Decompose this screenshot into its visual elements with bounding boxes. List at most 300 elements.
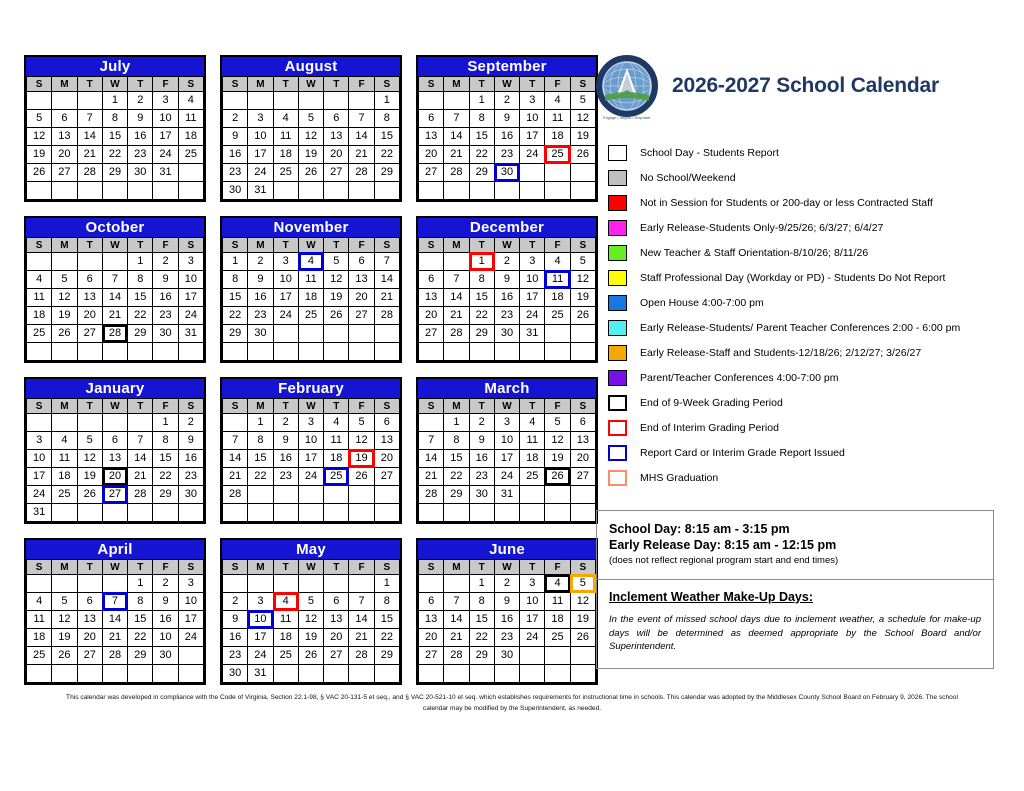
day-cell[interactable]: 1 [248, 414, 273, 432]
day-cell[interactable]: 19 [570, 611, 595, 629]
day-cell[interactable]: 11 [273, 128, 298, 146]
day-cell[interactable]: 2 [223, 593, 248, 611]
day-cell[interactable]: 21 [349, 146, 374, 164]
day-cell[interactable]: 27 [324, 647, 349, 665]
day-cell[interactable]: 12 [77, 450, 102, 468]
day-cell[interactable]: 1 [128, 575, 153, 593]
day-cell[interactable]: 31 [178, 325, 203, 343]
day-cell[interactable]: 5 [349, 414, 374, 432]
day-cell[interactable]: 8 [153, 432, 178, 450]
day-cell[interactable]: 27 [570, 468, 595, 486]
day-cell[interactable]: 23 [153, 307, 178, 325]
day-cell[interactable]: 9 [128, 110, 153, 128]
day-cell[interactable]: 27 [349, 307, 374, 325]
day-cell[interactable]: 10 [178, 271, 203, 289]
day-cell[interactable]: 22 [248, 468, 273, 486]
day-cell[interactable]: 15 [102, 128, 127, 146]
day-cell[interactable]: 29 [469, 647, 494, 665]
day-cell[interactable]: 24 [273, 307, 298, 325]
day-cell[interactable]: 12 [570, 110, 595, 128]
day-cell[interactable]: 16 [178, 450, 203, 468]
day-cell[interactable]: 18 [545, 611, 570, 629]
day-cell[interactable]: 25 [27, 325, 52, 343]
day-cell[interactable]: 10 [153, 110, 178, 128]
day-cell[interactable]: 25 [520, 468, 545, 486]
day-cell[interactable]: 10 [520, 271, 545, 289]
day-cell[interactable]: 7 [374, 253, 399, 271]
day-cell[interactable]: 8 [128, 593, 153, 611]
day-cell[interactable]: 31 [494, 486, 519, 504]
day-cell[interactable]: 22 [223, 307, 248, 325]
day-cell[interactable]: 28 [223, 486, 248, 504]
day-cell[interactable]: 7 [444, 110, 469, 128]
day-cell[interactable]: 10 [248, 611, 273, 629]
day-cell[interactable]: 24 [494, 468, 519, 486]
day-cell[interactable]: 9 [178, 432, 203, 450]
day-cell[interactable]: 16 [248, 289, 273, 307]
day-cell[interactable]: 7 [77, 110, 102, 128]
day-cell[interactable]: 29 [374, 164, 399, 182]
day-cell[interactable]: 24 [178, 629, 203, 647]
day-cell[interactable]: 27 [374, 468, 399, 486]
day-cell[interactable]: 1 [469, 253, 494, 271]
day-cell[interactable]: 21 [444, 307, 469, 325]
day-cell[interactable]: 2 [273, 414, 298, 432]
day-cell[interactable]: 17 [27, 468, 52, 486]
day-cell[interactable]: 19 [298, 146, 323, 164]
day-cell[interactable]: 5 [77, 432, 102, 450]
day-cell[interactable]: 14 [444, 128, 469, 146]
day-cell[interactable]: 15 [469, 289, 494, 307]
day-cell[interactable]: 20 [77, 307, 102, 325]
day-cell[interactable]: 9 [273, 432, 298, 450]
day-cell[interactable]: 24 [248, 647, 273, 665]
day-cell[interactable]: 23 [223, 647, 248, 665]
day-cell[interactable]: 24 [248, 164, 273, 182]
day-cell[interactable]: 8 [444, 432, 469, 450]
day-cell[interactable]: 15 [469, 128, 494, 146]
day-cell[interactable]: 11 [545, 271, 570, 289]
day-cell[interactable]: 21 [349, 629, 374, 647]
day-cell[interactable]: 14 [349, 128, 374, 146]
day-cell[interactable]: 8 [248, 432, 273, 450]
day-cell[interactable]: 23 [273, 468, 298, 486]
day-cell[interactable]: 27 [419, 325, 444, 343]
day-cell[interactable]: 1 [223, 253, 248, 271]
day-cell[interactable]: 14 [444, 611, 469, 629]
day-cell[interactable]: 22 [469, 146, 494, 164]
day-cell[interactable]: 12 [570, 271, 595, 289]
day-cell[interactable]: 4 [545, 253, 570, 271]
day-cell[interactable]: 8 [374, 593, 399, 611]
day-cell[interactable]: 5 [545, 414, 570, 432]
day-cell[interactable]: 28 [444, 325, 469, 343]
day-cell[interactable]: 31 [248, 182, 273, 200]
day-cell[interactable]: 17 [494, 450, 519, 468]
day-cell[interactable]: 6 [102, 432, 127, 450]
day-cell[interactable]: 13 [349, 271, 374, 289]
day-cell[interactable]: 30 [494, 647, 519, 665]
day-cell[interactable]: 11 [27, 289, 52, 307]
day-cell[interactable]: 8 [128, 271, 153, 289]
day-cell[interactable]: 31 [27, 504, 52, 522]
day-cell[interactable]: 28 [128, 486, 153, 504]
day-cell[interactable]: 4 [520, 414, 545, 432]
day-cell[interactable]: 26 [545, 468, 570, 486]
day-cell[interactable]: 2 [494, 575, 519, 593]
day-cell[interactable]: 25 [273, 164, 298, 182]
day-cell[interactable]: 9 [494, 593, 519, 611]
day-cell[interactable]: 29 [102, 164, 127, 182]
day-cell[interactable]: 18 [324, 450, 349, 468]
day-cell[interactable]: 3 [153, 92, 178, 110]
day-cell[interactable]: 1 [374, 92, 399, 110]
day-cell[interactable]: 28 [444, 164, 469, 182]
day-cell[interactable]: 13 [77, 289, 102, 307]
day-cell[interactable]: 4 [52, 432, 77, 450]
day-cell[interactable]: 30 [153, 647, 178, 665]
day-cell[interactable]: 6 [52, 110, 77, 128]
day-cell[interactable]: 18 [27, 307, 52, 325]
day-cell[interactable]: 3 [178, 575, 203, 593]
day-cell[interactable]: 2 [153, 575, 178, 593]
day-cell[interactable]: 12 [52, 289, 77, 307]
day-cell[interactable]: 3 [248, 593, 273, 611]
day-cell[interactable]: 14 [77, 128, 102, 146]
day-cell[interactable]: 10 [494, 432, 519, 450]
day-cell[interactable]: 16 [273, 450, 298, 468]
day-cell[interactable]: 24 [178, 307, 203, 325]
day-cell[interactable]: 29 [223, 325, 248, 343]
day-cell[interactable]: 21 [223, 468, 248, 486]
day-cell[interactable]: 1 [374, 575, 399, 593]
day-cell[interactable]: 5 [52, 593, 77, 611]
day-cell[interactable]: 12 [298, 128, 323, 146]
day-cell[interactable]: 13 [324, 128, 349, 146]
day-cell[interactable]: 27 [419, 164, 444, 182]
day-cell[interactable]: 20 [419, 307, 444, 325]
day-cell[interactable]: 6 [324, 110, 349, 128]
day-cell[interactable]: 24 [153, 146, 178, 164]
day-cell[interactable]: 21 [444, 629, 469, 647]
day-cell[interactable]: 24 [520, 629, 545, 647]
day-cell[interactable]: 24 [27, 486, 52, 504]
day-cell[interactable]: 11 [520, 432, 545, 450]
day-cell[interactable]: 7 [102, 593, 127, 611]
day-cell[interactable]: 5 [570, 253, 595, 271]
day-cell[interactable]: 22 [374, 146, 399, 164]
day-cell[interactable]: 26 [298, 164, 323, 182]
day-cell[interactable]: 1 [444, 414, 469, 432]
day-cell[interactable]: 9 [223, 611, 248, 629]
day-cell[interactable]: 28 [444, 647, 469, 665]
day-cell[interactable]: 4 [27, 271, 52, 289]
day-cell[interactable]: 15 [444, 450, 469, 468]
day-cell[interactable]: 15 [153, 450, 178, 468]
day-cell[interactable]: 23 [248, 307, 273, 325]
day-cell[interactable]: 22 [374, 629, 399, 647]
day-cell[interactable]: 13 [52, 128, 77, 146]
day-cell[interactable]: 15 [128, 289, 153, 307]
day-cell[interactable]: 21 [128, 468, 153, 486]
day-cell[interactable]: 21 [77, 146, 102, 164]
day-cell[interactable]: 20 [419, 146, 444, 164]
day-cell[interactable]: 28 [349, 647, 374, 665]
day-cell[interactable]: 12 [324, 271, 349, 289]
day-cell[interactable]: 23 [494, 146, 519, 164]
day-cell[interactable]: 11 [545, 110, 570, 128]
day-cell[interactable]: 4 [178, 92, 203, 110]
day-cell[interactable]: 13 [77, 611, 102, 629]
day-cell[interactable]: 19 [298, 629, 323, 647]
day-cell[interactable]: 5 [52, 271, 77, 289]
day-cell[interactable]: 13 [324, 611, 349, 629]
day-cell[interactable]: 21 [102, 629, 127, 647]
day-cell[interactable]: 26 [570, 629, 595, 647]
day-cell[interactable]: 13 [102, 450, 127, 468]
day-cell[interactable]: 25 [52, 486, 77, 504]
day-cell[interactable]: 2 [223, 110, 248, 128]
day-cell[interactable]: 29 [469, 164, 494, 182]
day-cell[interactable]: 21 [374, 289, 399, 307]
day-cell[interactable]: 7 [128, 432, 153, 450]
day-cell[interactable]: 18 [545, 128, 570, 146]
day-cell[interactable]: 28 [102, 325, 127, 343]
day-cell[interactable]: 17 [178, 611, 203, 629]
day-cell[interactable]: 30 [153, 325, 178, 343]
day-cell[interactable]: 3 [27, 432, 52, 450]
day-cell[interactable]: 8 [223, 271, 248, 289]
day-cell[interactable]: 9 [223, 128, 248, 146]
day-cell[interactable]: 18 [52, 468, 77, 486]
day-cell[interactable]: 7 [419, 432, 444, 450]
day-cell[interactable]: 10 [178, 593, 203, 611]
day-cell[interactable]: 9 [469, 432, 494, 450]
day-cell[interactable]: 22 [469, 307, 494, 325]
day-cell[interactable]: 2 [494, 92, 519, 110]
day-cell[interactable]: 11 [273, 611, 298, 629]
day-cell[interactable]: 20 [52, 146, 77, 164]
day-cell[interactable]: 4 [545, 575, 570, 593]
day-cell[interactable]: 14 [102, 289, 127, 307]
day-cell[interactable]: 12 [298, 611, 323, 629]
day-cell[interactable]: 16 [494, 611, 519, 629]
day-cell[interactable]: 21 [102, 307, 127, 325]
day-cell[interactable]: 6 [77, 271, 102, 289]
day-cell[interactable]: 10 [153, 629, 178, 647]
day-cell[interactable]: 2 [178, 414, 203, 432]
day-cell[interactable]: 16 [494, 289, 519, 307]
day-cell[interactable]: 30 [178, 486, 203, 504]
day-cell[interactable]: 14 [444, 289, 469, 307]
day-cell[interactable]: 13 [570, 432, 595, 450]
day-cell[interactable]: 2 [128, 92, 153, 110]
day-cell[interactable]: 14 [223, 450, 248, 468]
day-cell[interactable]: 7 [349, 110, 374, 128]
day-cell[interactable]: 23 [494, 629, 519, 647]
day-cell[interactable]: 6 [349, 253, 374, 271]
day-cell[interactable]: 14 [102, 611, 127, 629]
day-cell[interactable]: 22 [102, 146, 127, 164]
day-cell[interactable]: 6 [77, 593, 102, 611]
day-cell[interactable]: 14 [349, 611, 374, 629]
day-cell[interactable]: 17 [248, 629, 273, 647]
day-cell[interactable]: 22 [444, 468, 469, 486]
day-cell[interactable]: 13 [419, 289, 444, 307]
day-cell[interactable]: 17 [178, 289, 203, 307]
day-cell[interactable]: 26 [570, 307, 595, 325]
day-cell[interactable]: 3 [178, 253, 203, 271]
day-cell[interactable]: 20 [324, 146, 349, 164]
day-cell[interactable]: 19 [27, 146, 52, 164]
day-cell[interactable]: 17 [520, 128, 545, 146]
day-cell[interactable]: 4 [27, 593, 52, 611]
day-cell[interactable]: 30 [128, 164, 153, 182]
day-cell[interactable]: 9 [153, 593, 178, 611]
day-cell[interactable]: 17 [520, 611, 545, 629]
day-cell[interactable]: 15 [248, 450, 273, 468]
day-cell[interactable]: 26 [77, 486, 102, 504]
day-cell[interactable]: 25 [178, 146, 203, 164]
day-cell[interactable]: 19 [570, 289, 595, 307]
day-cell[interactable]: 20 [102, 468, 127, 486]
day-cell[interactable]: 20 [374, 450, 399, 468]
day-cell[interactable]: 1 [153, 414, 178, 432]
day-cell[interactable]: 26 [52, 325, 77, 343]
day-cell[interactable]: 27 [77, 325, 102, 343]
day-cell[interactable]: 2 [153, 253, 178, 271]
day-cell[interactable]: 9 [153, 271, 178, 289]
day-cell[interactable]: 6 [374, 414, 399, 432]
day-cell[interactable]: 4 [298, 253, 323, 271]
day-cell[interactable]: 14 [419, 450, 444, 468]
day-cell[interactable]: 1 [102, 92, 127, 110]
day-cell[interactable]: 1 [128, 253, 153, 271]
day-cell[interactable]: 28 [374, 307, 399, 325]
day-cell[interactable]: 25 [273, 647, 298, 665]
day-cell[interactable]: 16 [153, 611, 178, 629]
day-cell[interactable]: 25 [27, 647, 52, 665]
day-cell[interactable]: 15 [469, 611, 494, 629]
day-cell[interactable]: 17 [248, 146, 273, 164]
day-cell[interactable]: 3 [520, 92, 545, 110]
day-cell[interactable]: 31 [248, 665, 273, 683]
day-cell[interactable]: 1 [469, 92, 494, 110]
day-cell[interactable]: 8 [374, 110, 399, 128]
day-cell[interactable]: 3 [273, 253, 298, 271]
day-cell[interactable]: 23 [178, 468, 203, 486]
day-cell[interactable]: 10 [520, 593, 545, 611]
day-cell[interactable]: 4 [324, 414, 349, 432]
day-cell[interactable]: 8 [469, 593, 494, 611]
day-cell[interactable]: 1 [469, 575, 494, 593]
day-cell[interactable]: 6 [419, 271, 444, 289]
day-cell[interactable]: 25 [324, 468, 349, 486]
day-cell[interactable]: 18 [520, 450, 545, 468]
day-cell[interactable]: 9 [494, 110, 519, 128]
day-cell[interactable]: 5 [570, 92, 595, 110]
day-cell[interactable]: 8 [469, 110, 494, 128]
day-cell[interactable]: 30 [494, 325, 519, 343]
day-cell[interactable]: 7 [444, 593, 469, 611]
day-cell[interactable]: 15 [374, 128, 399, 146]
day-cell[interactable]: 10 [27, 450, 52, 468]
day-cell[interactable]: 19 [349, 450, 374, 468]
day-cell[interactable]: 26 [298, 647, 323, 665]
day-cell[interactable]: 11 [545, 593, 570, 611]
day-cell[interactable]: 8 [102, 110, 127, 128]
day-cell[interactable]: 6 [419, 593, 444, 611]
day-cell[interactable]: 31 [153, 164, 178, 182]
day-cell[interactable]: 22 [153, 468, 178, 486]
day-cell[interactable]: 20 [77, 629, 102, 647]
day-cell[interactable]: 25 [298, 307, 323, 325]
day-cell[interactable]: 2 [494, 253, 519, 271]
day-cell[interactable]: 28 [77, 164, 102, 182]
day-cell[interactable]: 16 [223, 146, 248, 164]
day-cell[interactable]: 6 [324, 593, 349, 611]
day-cell[interactable]: 27 [52, 164, 77, 182]
day-cell[interactable]: 10 [273, 271, 298, 289]
day-cell[interactable]: 18 [27, 629, 52, 647]
day-cell[interactable]: 27 [324, 164, 349, 182]
day-cell[interactable]: 12 [545, 432, 570, 450]
day-cell[interactable]: 27 [419, 647, 444, 665]
day-cell[interactable]: 17 [273, 289, 298, 307]
day-cell[interactable]: 28 [419, 486, 444, 504]
day-cell[interactable]: 29 [444, 486, 469, 504]
day-cell[interactable]: 22 [128, 629, 153, 647]
day-cell[interactable]: 2 [469, 414, 494, 432]
day-cell[interactable]: 6 [419, 110, 444, 128]
day-cell[interactable]: 25 [545, 146, 570, 164]
day-cell[interactable]: 7 [223, 432, 248, 450]
day-cell[interactable]: 29 [469, 325, 494, 343]
day-cell[interactable]: 14 [374, 271, 399, 289]
day-cell[interactable]: 27 [102, 486, 127, 504]
day-cell[interactable]: 20 [570, 450, 595, 468]
day-cell[interactable]: 25 [545, 629, 570, 647]
day-cell[interactable]: 26 [27, 164, 52, 182]
day-cell[interactable]: 2 [248, 253, 273, 271]
day-cell[interactable]: 19 [77, 468, 102, 486]
day-cell[interactable]: 12 [52, 611, 77, 629]
day-cell[interactable]: 10 [298, 432, 323, 450]
day-cell[interactable]: 15 [223, 289, 248, 307]
day-cell[interactable]: 13 [374, 432, 399, 450]
day-cell[interactable]: 7 [444, 271, 469, 289]
day-cell[interactable]: 26 [324, 307, 349, 325]
day-cell[interactable]: 26 [349, 468, 374, 486]
day-cell[interactable]: 26 [570, 146, 595, 164]
day-cell[interactable]: 10 [520, 110, 545, 128]
day-cell[interactable]: 30 [248, 325, 273, 343]
day-cell[interactable]: 31 [520, 325, 545, 343]
day-cell[interactable]: 16 [153, 289, 178, 307]
day-cell[interactable]: 20 [324, 629, 349, 647]
day-cell[interactable]: 17 [520, 289, 545, 307]
day-cell[interactable]: 7 [102, 271, 127, 289]
day-cell[interactable]: 21 [444, 146, 469, 164]
day-cell[interactable]: 21 [419, 468, 444, 486]
day-cell[interactable]: 14 [128, 450, 153, 468]
day-cell[interactable]: 15 [374, 611, 399, 629]
day-cell[interactable]: 25 [545, 307, 570, 325]
day-cell[interactable]: 30 [223, 182, 248, 200]
day-cell[interactable]: 28 [349, 164, 374, 182]
day-cell[interactable]: 5 [298, 593, 323, 611]
day-cell[interactable]: 26 [52, 647, 77, 665]
